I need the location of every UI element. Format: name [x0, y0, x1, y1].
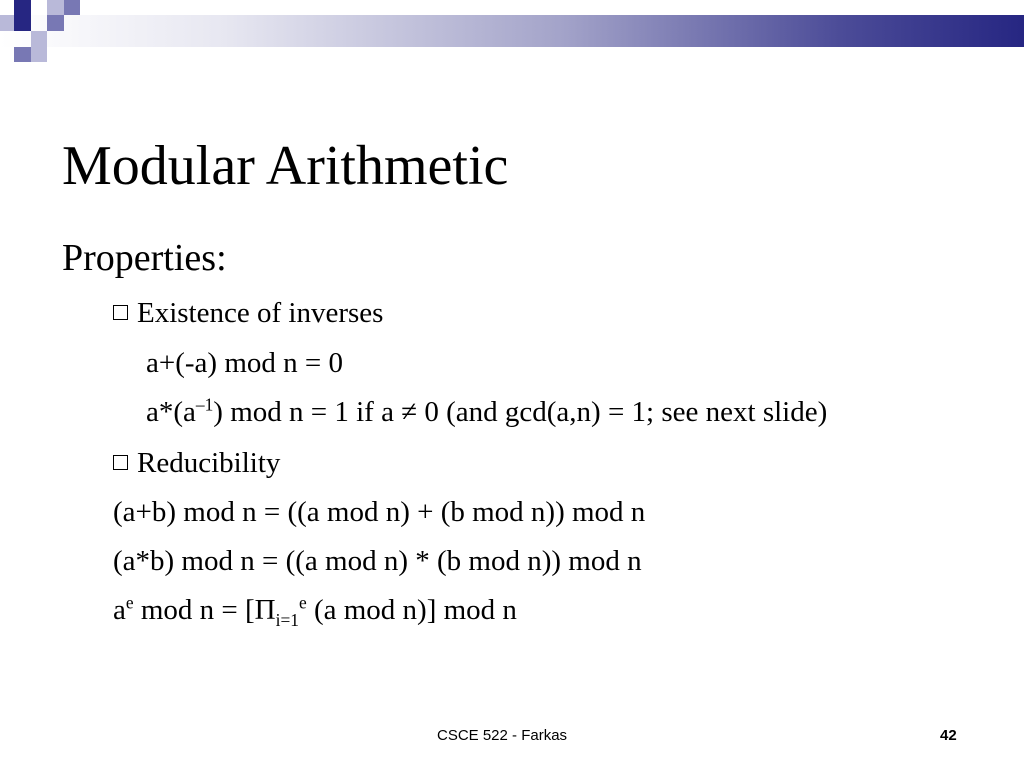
header-gradient-band	[0, 15, 1024, 47]
inverse-text-part: a*(a	[146, 396, 196, 428]
power-base: a	[113, 594, 126, 626]
corner-square	[31, 47, 47, 62]
corner-square	[47, 15, 64, 31]
additive-inverse-line: a+(-a) mod n = 0	[146, 347, 343, 379]
bullet-existence-of-inverses	[113, 296, 383, 330]
corner-square	[14, 0, 31, 15]
corner-square	[47, 0, 64, 15]
hollow-square-bullet-icon	[113, 305, 128, 320]
properties-heading: Properties:	[62, 237, 227, 279]
slide-number: 42	[940, 727, 957, 744]
bullet-text: Existence of inverses	[137, 297, 384, 329]
multiplicative-inverse-line	[146, 395, 827, 429]
footer-course: CSCE 522 - Farkas	[437, 727, 568, 744]
power-exponent: e	[125, 592, 134, 613]
corner-square	[64, 0, 80, 15]
product-lower-index: i=1	[275, 609, 299, 630]
bullet-text: Reducibility	[137, 447, 281, 479]
hollow-square-bullet-icon	[113, 455, 128, 470]
corner-square	[31, 31, 47, 47]
power-text-part: mod n = [Π	[133, 594, 276, 626]
corner-square	[14, 47, 31, 62]
corner-square	[0, 15, 14, 31]
slide-title: Modular Arithmetic	[62, 135, 509, 197]
inverse-text-part: ) mod n = 1 if a ≠ 0 (and gcd(a,n) = 1; see next slide)	[213, 396, 828, 428]
exponent-reducibility-line	[113, 592, 517, 630]
inverse-exponent: –1	[195, 394, 214, 415]
corner-square	[14, 15, 31, 31]
bullet-reducibility	[113, 446, 280, 480]
addition-reducibility-line: (a+b) mod n = ((a mod n) + (b mod n)) mod n	[113, 496, 646, 528]
multiplication-reducibility-line: (a*b) mod n = ((a mod n) * (b mod n)) mod n	[113, 545, 642, 577]
product-upper-index: e	[298, 592, 307, 613]
power-text-part: (a mod n)] mod n	[306, 594, 517, 626]
